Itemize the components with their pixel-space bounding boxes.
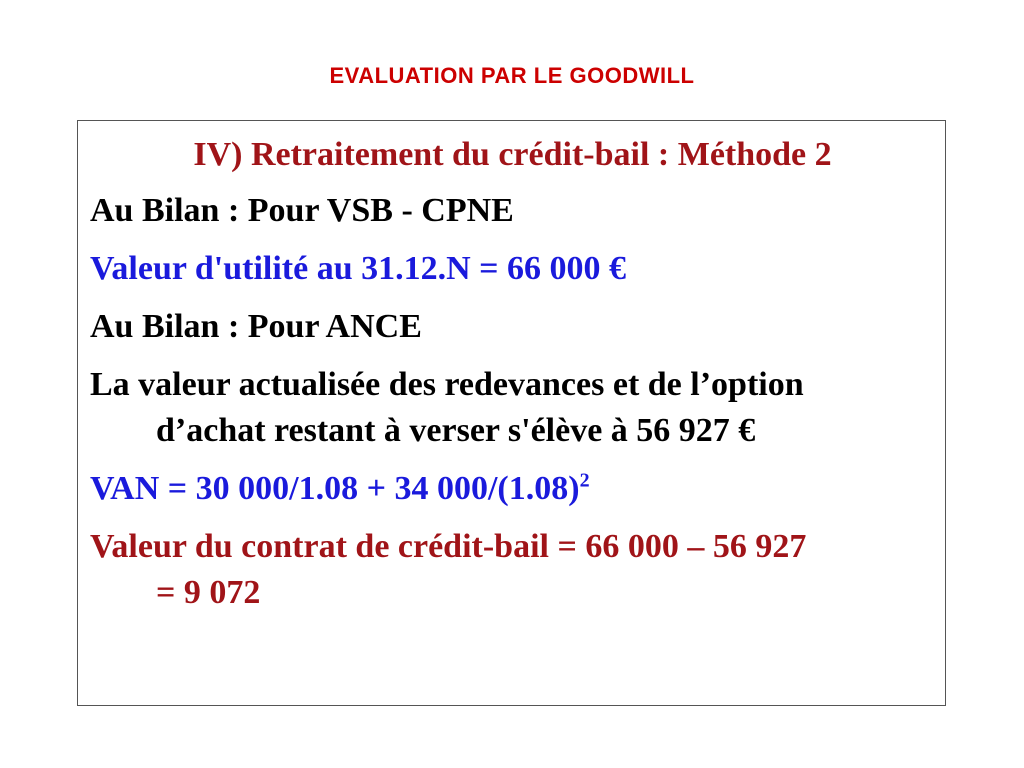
valeur-utilite-text: Valeur d'utilité au 31.12.N = 66 000 € — [90, 250, 627, 287]
valeur-contrat-line1: Valeur du contrat de crédit-bail = 66 000 – 56 927 — [90, 528, 807, 565]
valeur-actualisee-line2: d’achat restant à verser s'élève à 56 927 € — [156, 412, 756, 449]
van-exponent: 2 — [579, 469, 590, 492]
content-box — [77, 120, 946, 706]
valeur-contrat-line2: = 9 072 — [156, 574, 261, 611]
van-formula — [90, 467, 590, 511]
section-heading: IV) Retraitement du crédit-bail : Méthode 2 — [193, 136, 832, 173]
valeur-actualisee-line1: La valeur actualisée des redevances et de l’option — [90, 366, 804, 403]
van-formula-text: VAN = 30 000/1.08 + 34 000/(1.08) — [90, 470, 580, 507]
bilan-vsb-text: Au Bilan : Pour VSB - CPNE — [90, 192, 514, 229]
slide-title: EVALUATION PAR LE GOODWILL — [329, 63, 695, 88]
bilan-ance-text: Au Bilan : Pour ANCE — [90, 308, 422, 345]
